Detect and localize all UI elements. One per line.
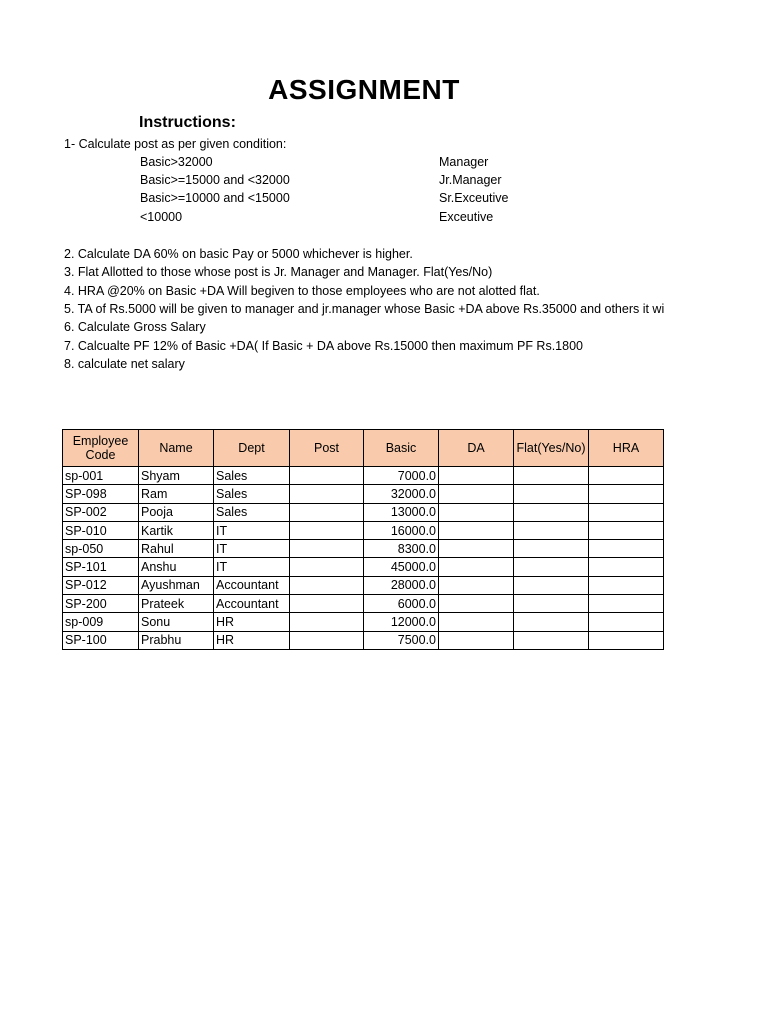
header-basic[interactable]: Basic [364,430,439,467]
cell-name[interactable]: Anshu [139,558,214,576]
cell-da[interactable] [439,558,514,576]
cell-dept[interactable]: HR [214,613,290,631]
instruction-step-4: 4. HRA @20% on Basic +DA Will begiven to those employees who are not alotted flat. [64,284,540,298]
cell-basic[interactable]: 32000.0 [364,485,439,503]
cell-flat[interactable] [514,631,589,649]
cell-basic[interactable]: 16000.0 [364,521,439,539]
table-row [63,503,664,521]
header-name[interactable]: Name [139,430,214,467]
cell-code[interactable]: SP-200 [63,595,139,613]
cell-name[interactable]: Prateek [139,595,214,613]
cell-code[interactable]: sp-050 [63,540,139,558]
cell-name[interactable]: Pooja [139,503,214,521]
cell-hra[interactable] [589,540,664,558]
header-flat[interactable]: Flat(Yes/No) [514,430,589,467]
table-row [63,576,664,594]
table-row [63,595,664,613]
cell-hra[interactable] [589,558,664,576]
cell-dept[interactable]: Accountant [214,595,290,613]
cell-name[interactable]: Prabhu [139,631,214,649]
cell-da[interactable] [439,631,514,649]
cell-flat[interactable] [514,540,589,558]
cell-flat[interactable] [514,521,589,539]
instruction-step-1: 1- Calculate post as per given condition: [64,137,287,151]
instructions-heading: Instructions: [139,114,236,131]
cell-hra[interactable] [589,613,664,631]
cell-dept[interactable]: HR [214,631,290,649]
cell-flat[interactable] [514,558,589,576]
cell-post[interactable] [290,540,364,558]
cell-post[interactable] [290,631,364,649]
header-hra[interactable]: HRA [589,430,664,467]
cell-flat[interactable] [514,485,589,503]
cell-code[interactable]: sp-009 [63,613,139,631]
table-row [63,485,664,503]
cell-post[interactable] [290,595,364,613]
table-row [63,613,664,631]
cell-dept[interactable]: Sales [214,467,290,485]
cell-basic[interactable]: 13000.0 [364,503,439,521]
employee-table [62,429,664,650]
cell-hra[interactable] [589,503,664,521]
cell-hra[interactable] [589,521,664,539]
cell-code[interactable]: SP-012 [63,576,139,594]
cell-code[interactable]: SP-002 [63,503,139,521]
cell-post[interactable] [290,485,364,503]
cell-dept[interactable]: Sales [214,485,290,503]
cell-hra[interactable] [589,485,664,503]
cell-post[interactable] [290,613,364,631]
condition-post: Manager [439,155,489,169]
cell-post[interactable] [290,521,364,539]
cell-da[interactable] [439,576,514,594]
cell-basic[interactable]: 12000.0 [364,613,439,631]
cell-dept[interactable]: IT [214,558,290,576]
cell-flat[interactable] [514,576,589,594]
cell-flat[interactable] [514,503,589,521]
cell-da[interactable] [439,521,514,539]
cell-name[interactable]: Ram [139,485,214,503]
cell-dept[interactable]: IT [214,521,290,539]
condition-text: Basic>=15000 and <32000 [140,173,290,187]
cell-basic[interactable]: 7500.0 [364,631,439,649]
cell-name[interactable]: Rahul [139,540,214,558]
cell-name[interactable]: Kartik [139,521,214,539]
cell-flat[interactable] [514,467,589,485]
cell-code[interactable]: SP-098 [63,485,139,503]
table-row [63,540,664,558]
table-row [63,558,664,576]
cell-hra[interactable] [589,595,664,613]
cell-basic[interactable]: 8300.0 [364,540,439,558]
header-post[interactable]: Post [290,430,364,467]
condition-post: Exceutive [439,210,494,224]
cell-name[interactable]: Ayushman [139,576,214,594]
cell-da[interactable] [439,467,514,485]
table-header-row [63,430,664,467]
instruction-step-3: 3. Flat Allotted to those whose post is Jr. Manager and Manager. Flat(Yes/No) [64,265,493,279]
cell-flat[interactable] [514,613,589,631]
instruction-step-2: 2. Calculate DA 60% on basic Pay or 5000 whichever is higher. [64,247,413,261]
cell-dept[interactable]: IT [214,540,290,558]
instruction-step-5: 5. TA of Rs.5000 will be given to manager and jr.manager whose Basic +DA above Rs.35000 and others it wi [64,302,665,316]
cell-dept[interactable]: Accountant [214,576,290,594]
cell-name[interactable]: Sonu [139,613,214,631]
condition-text: Basic>=10000 and <15000 [140,191,290,205]
cell-da[interactable] [439,613,514,631]
cell-da[interactable] [439,485,514,503]
cell-dept[interactable]: Sales [214,503,290,521]
cell-hra[interactable] [589,576,664,594]
cell-basic[interactable]: 7000.0 [364,467,439,485]
cell-basic[interactable]: 6000.0 [364,595,439,613]
cell-code[interactable]: SP-010 [63,521,139,539]
cell-da[interactable] [439,595,514,613]
cell-hra[interactable] [589,467,664,485]
cell-basic[interactable]: 45000.0 [364,558,439,576]
cell-post[interactable] [290,467,364,485]
cell-da[interactable] [439,540,514,558]
condition-text: <10000 [140,210,183,224]
cell-post[interactable] [290,576,364,594]
cell-da[interactable] [439,503,514,521]
condition-post: Jr.Manager [439,173,502,187]
cell-name[interactable]: Shyam [139,467,214,485]
table-row [63,631,664,649]
instruction-step-6: 6. Calculate Gross Salary [64,320,206,334]
table-row [63,467,664,485]
cell-post[interactable] [290,503,364,521]
cell-code[interactable]: SP-101 [63,558,139,576]
header-dept[interactable]: Dept [214,430,290,467]
cell-post[interactable] [290,558,364,576]
cell-hra[interactable] [589,631,664,649]
cell-code[interactable]: sp-001 [63,467,139,485]
condition-post: Sr.Exceutive [439,191,509,205]
table-row [63,521,664,539]
condition-text: Basic>32000 [140,155,213,169]
cell-code[interactable]: SP-100 [63,631,139,649]
instruction-step-8: 8. calculate net salary [64,357,185,371]
header-da[interactable]: DA [439,430,514,467]
cell-flat[interactable] [514,595,589,613]
instruction-step-7: 7. Calcualte PF 12% of Basic +DA( If Basic + DA above Rs.15000 then maximum PF Rs.1800 [64,339,583,353]
cell-basic[interactable]: 28000.0 [364,576,439,594]
page-title: ASSIGNMENT [268,74,460,105]
header-employee-code[interactable]: Employee Code [63,430,139,467]
